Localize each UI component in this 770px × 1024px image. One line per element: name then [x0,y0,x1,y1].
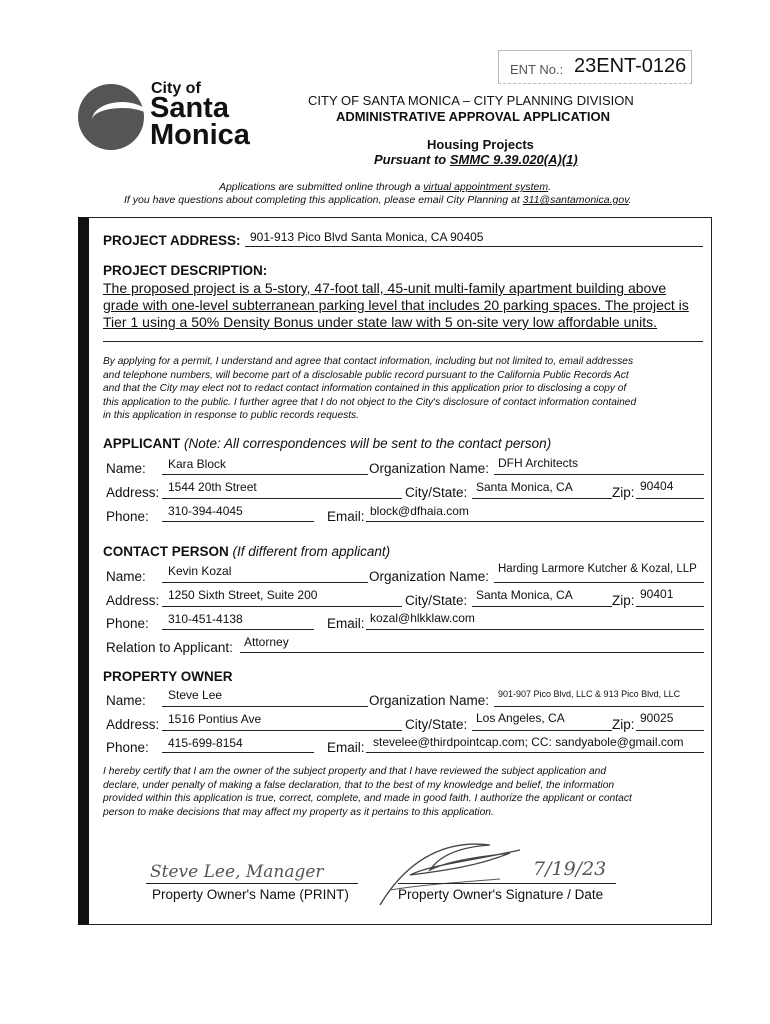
applicant-email-label: Email: [327,509,365,524]
ent-number-value: 23ENT-0126 [574,55,687,77]
applicant-phone-value[interactable]: 310-394-4045 [168,504,243,518]
owner-address-value[interactable]: 1516 Pontius Ave [168,712,262,726]
project-address-value[interactable]: 901-913 Pico Blvd Santa Monica, CA 90405 [250,230,484,244]
project-description-label: PROJECT DESCRIPTION: [103,263,268,278]
relation-value[interactable]: Attorney [244,635,289,649]
owner-address-label: Address: [106,717,160,732]
project-description-line-2: grade with one-level subterranean parking level that includes 20 parking spaces. The project is [103,297,689,313]
applicant-org-label: Organization Name: [369,461,490,476]
project-description-line-1: The proposed project is a 5-story, 47-foot tall, 45-unit multi-family apartment building above [103,280,667,296]
applicant-phone-label: Phone: [106,509,149,524]
applicant-name-label: Name: [106,461,146,476]
owner-name-value[interactable]: Steve Lee [168,688,223,702]
relation-label: Relation to Applicant: [106,640,233,655]
header-application-title: ADMINISTRATIVE APPROVAL APPLICATION [336,109,610,124]
owner-org-line [494,706,704,707]
project-address-line [245,246,703,247]
certification-text: I hereby certify that I am the owner of the subject property and that I have reviewed the subject application and declare, under penalty of making a false declaration, that to the best of my knowledge and belief, the information provided within this application is true, correct, complete, and made in good faith. I authorize the applicant or contact person to make decisions that may affect my property as it pertains to this application. [103,766,632,818]
contact-zip-line [636,606,704,607]
owner-zip-label: Zip: [612,717,635,732]
applicant-email-value[interactable]: block@dfhaia.com [370,504,469,518]
applicant-address-line [162,498,402,499]
contact-city-value[interactable]: Santa Monica, CA [476,588,573,602]
description-blank-line [103,341,703,342]
city-logo-icon [78,84,144,150]
applicant-zip-label: Zip: [612,485,635,500]
signature-date[interactable]: 7/19/23 [533,858,607,880]
owner-zip-value[interactable]: 90025 [640,711,674,725]
planning-email-link[interactable]: 311@santamonica.gov [522,194,629,206]
owner-printed-name[interactable]: Steve Lee, Manager [150,862,324,882]
applicant-phone-line [162,521,314,522]
owner-email-value[interactable]: stevelee@thirdpointcap.com; CC: sandyabole@gmail.com [373,735,684,749]
side-label-general-information: GENERAL INFORMATION [92,697,106,873]
contact-address-label: Address: [106,593,160,608]
applicant-city-line [472,498,612,499]
owner-address-line [162,730,402,731]
owner-city-label: City/State: [405,717,468,732]
virtual-appointment-link[interactable]: virtual appointment system [423,181,549,193]
contact-city-line [472,606,612,607]
applicant-email-line [366,521,704,522]
applicant-heading: APPLICANT (Note: All correspondences will be sent to the contact person) [103,436,552,451]
contact-org-value[interactable]: Harding Larmore Kutcher & Kozal, LLP [498,563,697,575]
contact-address-value[interactable]: 1250 Sixth Street, Suite 200 [168,588,318,602]
project-address-label: PROJECT ADDRESS: [103,233,241,248]
print-name-label: Property Owner's Name (PRINT) [152,887,349,902]
owner-phone-label: Phone: [106,740,149,755]
disclosure-text: By applying for a permit, I understand and agree that contact information, including but not limited to, email addresses and telephone numbers, will become part of a disclosable public record pursuant to the California Public Records Act and that the City may elect not to redact contact information contained in this application prior to disclosing a copy of this application to the public. I further agree that I do not object to the City's disclosure of contact information contained in this application in response to public records requests. [103,356,637,421]
owner-email-label: Email: [327,740,365,755]
owner-city-line [472,730,612,731]
owner-email-line [366,752,704,753]
signature-label: Property Owner's Signature / Date [398,887,604,902]
contact-email-label: Email: [327,616,365,631]
applicant-city-label: City/State: [405,485,468,500]
applicant-org-line [494,474,704,475]
contact-phone-label: Phone: [106,616,149,631]
contact-email-line [366,629,704,630]
project-description-line-3: Tier 1 using a 50% Density Bonus under state law with 5 on-site very low affordable units. [103,314,658,330]
logo-city-of: City of [151,80,201,97]
owner-phone-line [162,752,314,753]
applicant-name-line [162,474,368,475]
contact-email-value[interactable]: kozal@hlkklaw.com [370,611,475,625]
contact-name-label: Name: [106,569,146,584]
contact-org-line [494,582,704,583]
relation-line [240,652,704,653]
applicant-address-label: Address: [106,485,160,500]
contact-zip-value[interactable]: 90401 [640,587,674,601]
applicant-city-value[interactable]: Santa Monica, CA [476,480,573,494]
contact-name-line [162,582,368,583]
contact-address-line [162,606,402,607]
owner-name-line [162,706,368,707]
header-pursuant: Pursuant to SMMC 9.39.020(A)(1) [374,152,578,167]
owner-zip-line [636,730,704,731]
contact-phone-line [162,629,314,630]
header-note-email: If you have questions about completing this application, please email City Planning at 311@santamonica.gov. [124,194,632,206]
owner-heading: PROPERTY OWNER [103,669,233,684]
applicant-name-value[interactable]: Kara Block [168,457,227,471]
header-housing-projects: Housing Projects [427,137,534,152]
owner-name-label: Name: [106,693,146,708]
contact-org-label: Organization Name: [369,569,490,584]
signature-line [398,883,616,884]
header-division: CITY OF SANTA MONICA – CITY PLANNING DIVISION [308,93,634,108]
contact-name-value[interactable]: Kevin Kozal [168,564,232,578]
applicant-zip-line [636,498,704,499]
applicant-zip-value[interactable]: 90404 [640,479,674,493]
contact-zip-label: Zip: [612,593,635,608]
logo-santa: Santa [150,92,229,124]
contact-city-label: City/State: [405,593,468,608]
owner-city-value[interactable]: Los Angeles, CA [476,711,565,725]
print-name-line [146,883,358,884]
owner-org-value[interactable]: 901-907 Pico Blvd, LLC & 913 Pico Blvd, LLC [498,689,681,699]
applicant-org-value[interactable]: DFH Architects [498,456,579,470]
ent-number-label: ENT No.: [510,62,564,77]
contact-phone-value[interactable]: 310-451-4138 [168,612,243,626]
owner-phone-value[interactable]: 415-699-8154 [168,736,243,750]
applicant-address-value[interactable]: 1544 20th Street [168,480,257,494]
header-note-online: Applications are submitted online through a virtual appointment system. [218,181,552,193]
contact-heading: CONTACT PERSON (If different from applicant) [103,544,391,559]
logo-monica: Monica [150,119,250,151]
owner-org-label: Organization Name: [369,693,490,708]
